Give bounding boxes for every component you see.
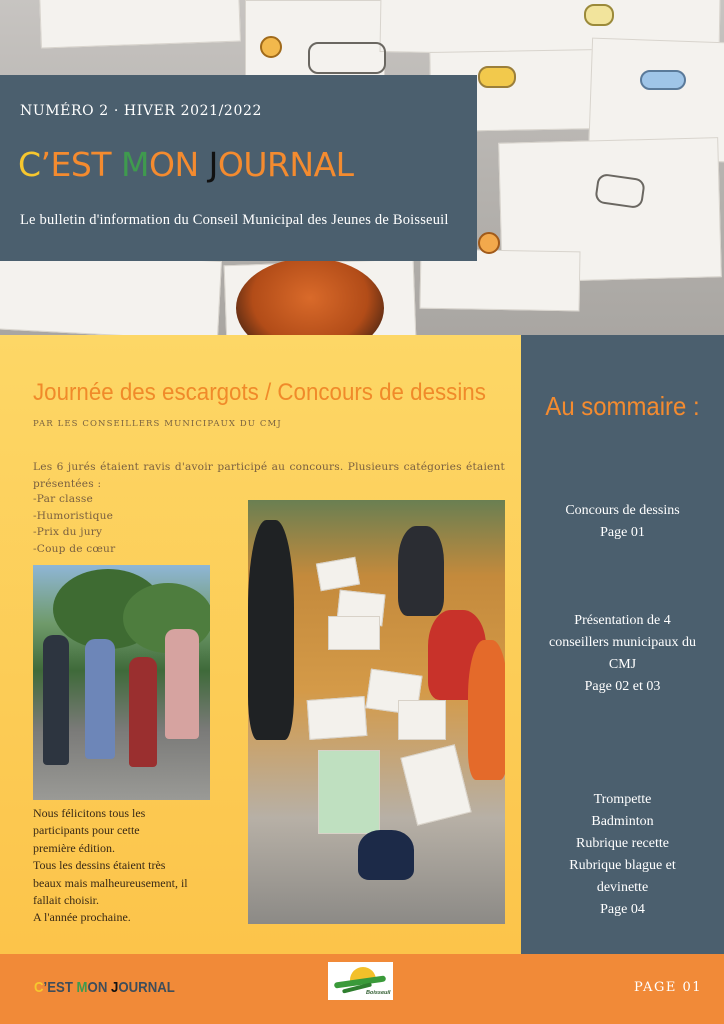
congrats-line: Tous les dessins étaient très	[33, 858, 166, 873]
sommaire-entry[interactable]	[521, 500, 724, 544]
drawing-sheet	[0, 249, 222, 335]
page-number: PAGE 01	[634, 980, 702, 995]
boisseuil-logo	[328, 962, 393, 1000]
sommaire-page: Page 04	[600, 902, 645, 917]
sommaire-line: conseillers municipaux du	[549, 635, 696, 650]
masthead-part: OURNAL	[118, 979, 175, 996]
masthead-part: ON	[148, 145, 209, 184]
child	[248, 520, 294, 740]
sommaire-entry[interactable]	[521, 610, 724, 698]
photo-children-drawing	[248, 500, 505, 924]
masthead-letter: J	[208, 145, 218, 184]
congrats-line: participants pour cette	[33, 823, 140, 838]
drawing-sheet	[328, 616, 380, 650]
speech-bubble-doodle	[478, 66, 516, 88]
masthead-letter: M	[120, 145, 149, 184]
footer	[0, 954, 724, 1024]
congrats-line: fallait choisir.	[33, 893, 99, 908]
photo-event-outdoor	[33, 565, 210, 800]
sommaire-line: CMJ	[608, 657, 637, 672]
congrats-line: A l'année prochaine.	[33, 910, 131, 925]
sommaire-line: Badminton	[591, 814, 654, 829]
bag	[358, 830, 414, 880]
speech-bubble-doodle	[308, 42, 386, 74]
drawing-sheet	[39, 0, 241, 48]
congrats-line: Nous félicitons tous les	[33, 806, 146, 820]
masthead-part: ’EST	[43, 979, 77, 996]
speech-bubble-doodle	[584, 4, 614, 26]
article-intro: Les 6 jurés étaient ravis d'avoir participé au concours. Plusieurs catégories étaient présentées :	[33, 461, 505, 490]
sommaire-line: Trompette	[593, 792, 652, 807]
speech-bubble-doodle	[640, 70, 686, 90]
masthead-part: ON	[87, 979, 112, 996]
child	[398, 526, 444, 616]
masthead-part: ’EST	[40, 145, 121, 184]
tagline: Le bulletin d'information du Conseil Municipal des Jeunes de Boisseuil	[20, 212, 449, 228]
article-byline: PAR LES CONSEILLERS MUNICIPAUX DU CMJ	[33, 419, 282, 429]
drawing-sheet	[307, 696, 368, 740]
title-panel	[0, 75, 477, 261]
sommaire-line: Rubrique blague et	[569, 858, 676, 873]
drawing-sheet	[398, 700, 446, 740]
category-item: -Coup de cœur	[33, 542, 116, 555]
masthead-letter: M	[76, 979, 88, 996]
footer-masthead	[34, 979, 175, 996]
sommaire-page: Page 02 et 03	[584, 679, 661, 694]
sommaire-line: Rubrique recette	[576, 836, 669, 851]
category-item: -Humoristique	[33, 509, 114, 522]
person	[43, 635, 69, 765]
person	[129, 657, 157, 767]
sommaire-line: Présentation de 4	[574, 613, 671, 628]
child	[468, 640, 505, 780]
snail-doodle	[260, 36, 282, 58]
congrats-line: première édition.	[33, 840, 115, 855]
sommaire-line: devinette	[596, 880, 649, 895]
drawing-sheet	[318, 750, 380, 834]
drawing-sheet	[316, 557, 360, 592]
logo-text: Boisseuil	[366, 990, 391, 996]
article	[0, 335, 521, 954]
person	[85, 639, 115, 759]
sommaire-entry[interactable]	[521, 789, 724, 921]
hero-photo	[0, 0, 724, 335]
category-item: -Prix du jury	[33, 526, 103, 538]
masthead	[18, 145, 354, 184]
masthead-part: OURNAL	[217, 145, 354, 184]
article-title: Journée des escargots / Concours de dessins	[33, 379, 486, 406]
person	[165, 629, 199, 739]
congrats-line: beaux mais malheureusement, il	[33, 875, 188, 890]
sommaire-line: Concours de dessins	[565, 503, 680, 518]
congrats-text	[33, 805, 233, 927]
sommaire-panel	[521, 335, 724, 954]
drawing-sheet	[400, 744, 471, 825]
issue-label: NUMÉRO 2 · HIVER 2021/2022	[20, 103, 262, 119]
sommaire-page: Page 01	[600, 525, 645, 540]
snail-doodle	[478, 232, 500, 254]
category-item: -Par classe	[33, 493, 93, 505]
masthead-letter: J	[111, 979, 119, 996]
sommaire-title: Au sommaire :	[545, 391, 700, 421]
masthead-letter: C	[18, 145, 41, 184]
masthead-letter: C	[34, 979, 44, 996]
category-list	[33, 491, 115, 557]
